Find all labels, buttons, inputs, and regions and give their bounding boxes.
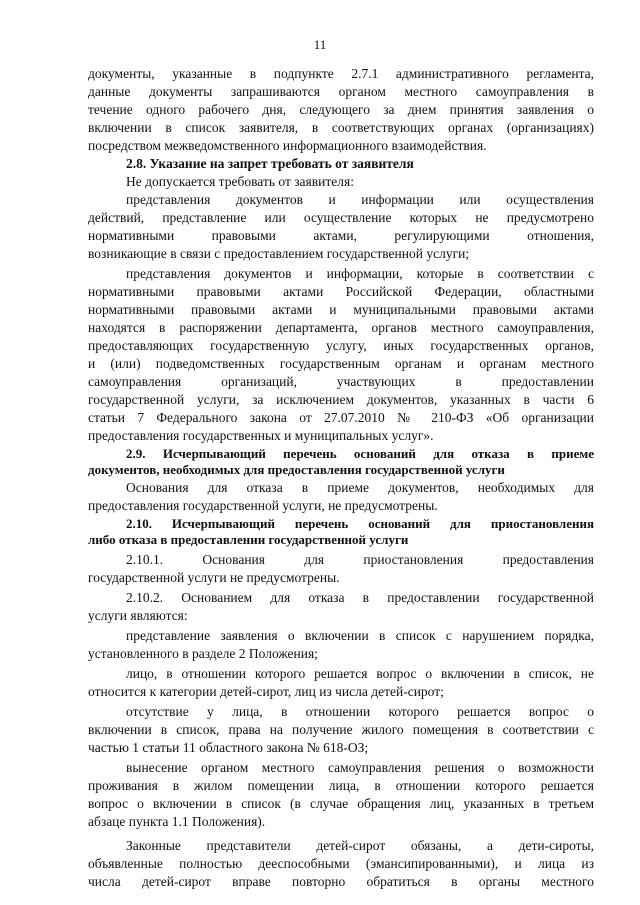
section-heading: 2.8. Указание на запрет требовать от заявителя [126, 156, 414, 171]
text-line: нормативными правовыми актами, регулирующими отношения, [88, 228, 594, 243]
text-line: объявленные полностью дееспособными (эмансипированными), и лица из [88, 856, 594, 871]
text-line: представление заявления о включении в список с нарушением порядка, [126, 628, 594, 643]
text-line: действий, представление или осуществление которых не предусмотрено [88, 210, 594, 225]
text-line: лицо, в отношении которого решается вопрос о включении в список, не [126, 666, 594, 681]
text-line: 2.10.2. Основанием для отказа в предоставлении государственной [126, 590, 594, 605]
text-line: документы, указанные в подпункте 2.7.1 административного регламента, [88, 66, 594, 81]
text-line: нормативными правовыми актами Российской Федерации, областными [88, 284, 594, 299]
section-heading: документов, необходимых для предоставления государственной услуги [88, 462, 505, 477]
text-line: статьи 7 Федерального закона от 27.07.2010 № 210-ФЗ «Об организации [88, 410, 594, 425]
text-line: включении в список, права на получение жилого помещения в соответствии с [88, 722, 594, 737]
text-line: возникающие в связи с предоставлением государственной услуги; [88, 246, 470, 261]
text-line: Не допускается требовать от заявителя: [126, 174, 354, 189]
text-line: находятся в распоряжении департамента, органов местного самоуправления, [88, 320, 594, 335]
text-line: вынесение органом местного самоуправления решения о возможности [126, 760, 594, 775]
text-line: услуги являются: [88, 608, 188, 623]
text-line: посредством межведомственного информационного взаимодействия. [88, 138, 487, 153]
text-line: частью 1 статьи 11 областного закона № 618-ОЗ; [88, 740, 369, 755]
text-line: и (или) подведомственных государственным органам и органам местного [88, 356, 594, 371]
text-line: течение одного рабочего дня, следующего за днем принятия заявления о [88, 102, 594, 117]
text-line: самоуправления организаций, участвующих в предоставлении [88, 374, 594, 389]
text-line: предоставляющих государственную услугу, иных государственных органов, [88, 338, 594, 353]
section-heading: 2.10. Исчерпывающий перечень оснований для приостановления [126, 516, 594, 531]
text-line: проживания в жилом помещении лица, в отношении которого решается [88, 778, 594, 793]
text-line: относится к категории детей-сирот, лиц из числа детей-сирот; [88, 684, 444, 699]
text-line: Законные представители детей-сирот обязаны, а дети-сироты, [126, 838, 594, 853]
text-line: нормативными правовыми актами и муниципальными правовыми актами [88, 302, 594, 317]
text-line: государственной услуги не предусмотрены. [88, 570, 340, 585]
section-heading: либо отказа в предоставлении государственной услуги [88, 532, 409, 547]
text-line: данные документы запрашиваются органом местного самоуправления в [88, 84, 594, 99]
text-line: вопрос о включении в список (в случае обращения лиц, указанных в третьем [88, 796, 594, 811]
text-line: числа детей-сирот вправе повторно обратиться в органы местного [88, 874, 594, 889]
text-line: Основания для отказа в приеме документов, необходимых для [126, 480, 594, 495]
text-line: абзаце пункта 1.1 Положения). [88, 814, 266, 829]
section-heading: 2.9. Исчерпывающий перечень оснований для отказа в приеме [126, 446, 594, 461]
text-line: 2.10.1. Основания для приостановления предоставления [126, 552, 594, 567]
page-number: 11 [313, 37, 327, 52]
text-line: предоставления государственных и муниципальных услуг». [88, 428, 434, 443]
text-line: представления документов и информации, которые в соответствии с [126, 266, 594, 281]
text-line: представления документов и информации или осуществления [126, 192, 594, 207]
text-line: включении в список заявителя, в соответствующих органах (организациях) [88, 120, 594, 135]
text-line: отсутствие у лица, в отношении которого решается вопрос о [126, 704, 594, 719]
text-line: предоставления государственной услуги, не предусмотрены. [88, 498, 438, 513]
text-line: установленного в разделе 2 Положения; [88, 646, 318, 661]
text-line: государственной услуги, за исключением документов, указанных в части 6 [88, 392, 594, 407]
